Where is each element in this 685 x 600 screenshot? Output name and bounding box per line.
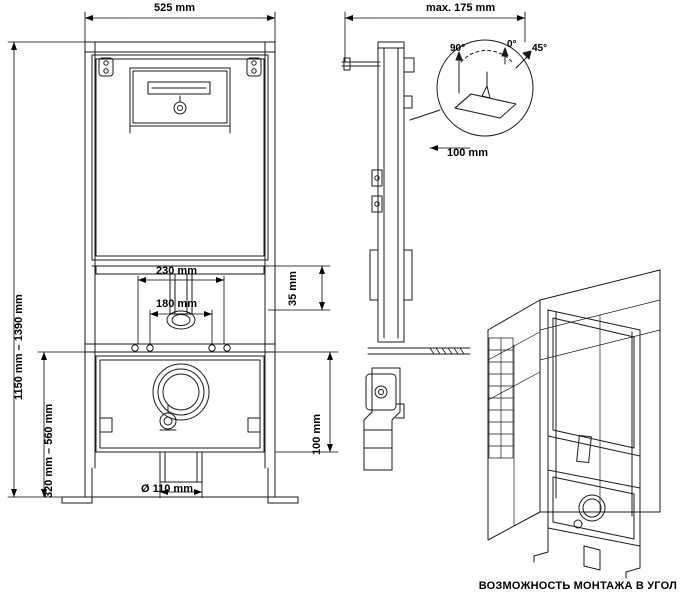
dimension-outlet-diameter: Ø 110 mm — [141, 483, 193, 495]
dimension-depth-top: max. 175 mm — [426, 2, 496, 14]
dimension-rod-100: 100 mm — [447, 147, 488, 159]
dimension-width-top: 525 mm — [154, 2, 195, 14]
dimension-offset-100: 100 mm — [311, 414, 323, 455]
corner-installation-caption: ВОЗМОЖНОСТЬ МОНТАЖА В УГОЛ — [478, 580, 677, 592]
angle-label-0: 0° — [507, 39, 517, 50]
dimension-height-base: 320 mm – 560 mm — [43, 403, 55, 498]
angle-label-45: 45° — [532, 43, 548, 54]
dimension-offset-35: 35 mm — [287, 271, 299, 306]
dimension-pipe-center: 230 mm — [156, 265, 197, 277]
angle-label-90: 90° — [450, 43, 466, 54]
dimension-height-total: 1150 mm – 1390 mm — [13, 294, 25, 400]
dimension-bolt-spacing: 180 mm — [156, 298, 197, 310]
